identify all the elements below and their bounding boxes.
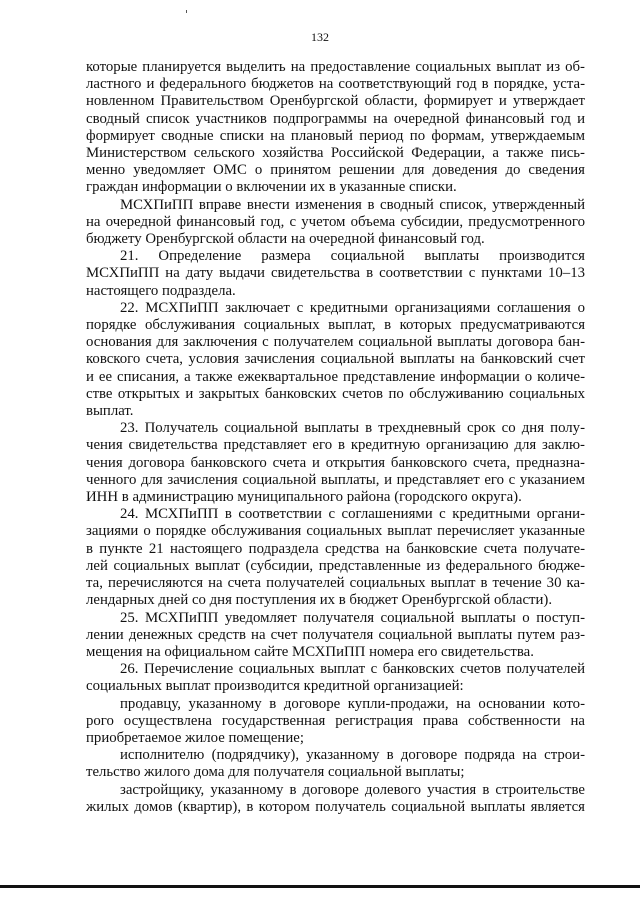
paragraph	[86, 506, 585, 609]
text-line: ковского счета, условия зачисления социальной выплаты на банковский счет	[86, 351, 585, 368]
paragraph	[86, 420, 585, 506]
text-line: сводный список участников подпрограммы на очередной финансовый год и	[86, 110, 585, 127]
page-number: 132	[311, 30, 329, 44]
text-line: лении денежных средств на счет получателя социальной выплаты путем раз-	[86, 626, 585, 643]
paragraph	[86, 610, 585, 662]
paragraph	[86, 661, 585, 695]
text-line: продавцу, указанному в договоре купли-продажи, на основании кото-	[120, 695, 585, 712]
text-line: лендарных дней со дня поступления их в бюджет Оренбургской области).	[86, 592, 553, 609]
text-line: приобретаемое жилое помещение;	[86, 729, 304, 746]
text-line: чения свидетельства представляет его в кредитную организацию для заклю-	[86, 437, 585, 454]
text-line: 26. Перечисление социальных выплат с банковских счетов получателей	[120, 661, 585, 678]
text-line: исполнителю (подрядчику), указанному в договоре подряда на строи-	[120, 747, 585, 764]
text-line: ченного для зачисления социальной выплаты, и представляет его с указанием	[86, 471, 585, 488]
text-line: МСХПиПП вправе внести изменения в сводный список, утвержденный	[120, 196, 585, 213]
text-line: настоящего подраздела.	[86, 282, 236, 299]
bottom-border	[0, 885, 640, 888]
text-line: 21. Определение размера социальной выплаты производится	[120, 248, 585, 265]
text-line: социальных выплат производится кредитной организацией:	[86, 678, 464, 695]
text-line: новленном Правительством Оренбургской области, формирует и утверждает	[86, 93, 585, 110]
text-line: основания для заключения с получателем социальной выплаты договора бан-	[86, 334, 585, 351]
text-line: та, перечисляются на счета получателей социальных выплат в течение 30 ка-	[86, 575, 585, 592]
text-line: застройщику, указанному в договоре долевого участия в строительстве	[120, 781, 585, 798]
paragraph	[86, 248, 585, 300]
text-line: Министерством сельского хозяйства Российской Федерации, а также пись-	[86, 145, 585, 162]
paragraph	[86, 782, 585, 816]
paragraph	[86, 197, 585, 249]
text-line: граждан информации о включении их в указанные списки.	[86, 179, 457, 196]
text-line: чения договора банковского счета и открытия банковского счета, предназна-	[86, 454, 585, 471]
text-line: на очередной финансовый год, с учетом объема субсидии, предусмотренного	[86, 213, 585, 230]
text-line: и ее списания, а также ежеквартальное представление информации о количе-	[86, 368, 585, 385]
paragraph	[86, 59, 585, 197]
paragraph	[86, 696, 585, 748]
text-line: формирует сводные списки на плановый период по формам, утверждаемым	[86, 127, 585, 144]
text-line: 23. Получатель социальной выплаты в трехдневный срок со дня полу-	[120, 420, 585, 437]
text-line: мещения на официальном сайте МСХПиПП номера его свидетельства.	[86, 643, 534, 660]
text-line: 24. МСХПиПП в соответствии с соглашениями с кредитными органи-	[120, 506, 585, 523]
text-line: бюджету Оренбургской области на очередной финансовый год.	[86, 231, 485, 248]
text-line: стве открытых и закрытых банковских счетов по обслуживанию социальных	[86, 385, 585, 402]
paragraph	[86, 300, 585, 420]
text-line: в пункте 21 настоящего подраздела средства на банковские счета получате-	[86, 540, 585, 557]
paragraph	[86, 747, 585, 781]
text-line: тельство жилого дома для получателя социальной выплаты;	[86, 764, 465, 781]
text-line: ластного и федерального бюджетов на соответствующий год в порядке, уста-	[86, 76, 585, 93]
text-line: которые планируется выделить на предоставление социальных выплат из об-	[86, 59, 585, 75]
text-line: порядке обслуживания социальных выплат, в которых предусматриваются	[86, 317, 585, 334]
text-line: ИНН в администрацию муниципального района (городского округа).	[86, 489, 522, 506]
text-line: жилых домов (квартир), в котором получатель социальной выплаты является	[86, 798, 585, 815]
text-line: 25. МСХПиПП уведомляет получателя социальной выплаты о поступ-	[120, 609, 585, 626]
scan-speck	[186, 10, 187, 13]
text-line: менно уведомляет ОМС о принятом решении для доведения до сведения	[86, 162, 585, 179]
text-line: 22. МСХПиПП заключает с кредитными организациями соглашения о	[120, 299, 585, 316]
text-line: МСХПиПП на дату выдачи свидетельства в соответствии с пунктами 10–13	[86, 265, 585, 282]
text-line: рого осуществлена государственная регистрация права собственности на	[86, 712, 585, 729]
document-body	[86, 59, 585, 816]
text-line: выплат.	[86, 403, 134, 420]
text-line: зациями о порядке обслуживания социальных выплат перечисляет указанные	[86, 523, 585, 540]
text-line: лей социальных выплат (субсидии, представленные из федерального бюдже-	[86, 557, 585, 574]
